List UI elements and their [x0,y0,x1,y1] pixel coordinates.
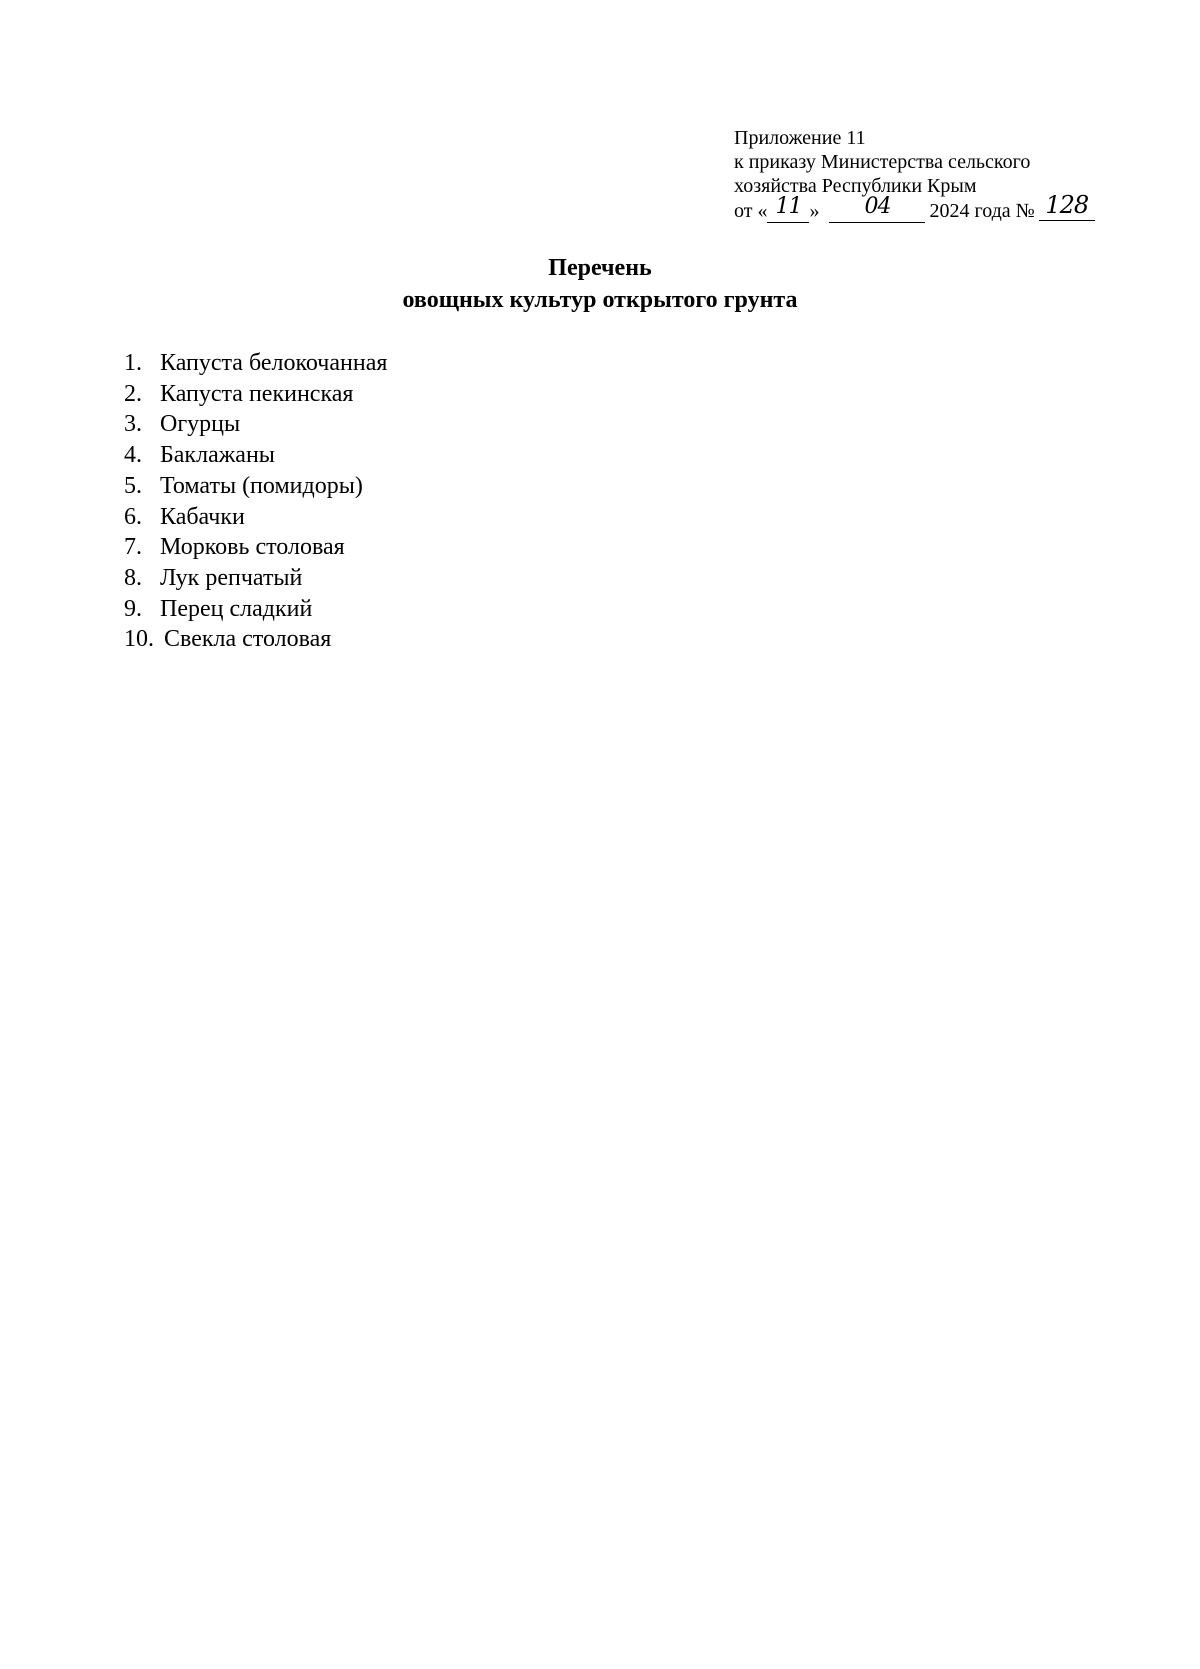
list-item [124,594,387,625]
list-item [124,563,387,594]
list-item [124,409,387,440]
list-item-name: Свекла столовая [164,626,332,653]
list-item-number: 2. [124,380,142,407]
list-item-number: 4. [124,442,142,469]
date-prefix: от « [734,200,768,222]
annex-order-ref: к приказу Министерства сельского [734,151,1031,173]
list-item [124,348,387,379]
list-item-number: 5. [124,472,142,499]
annex-date-line [734,191,1174,223]
title-line-2: овощных культур открытого грунта [402,287,798,313]
order-number-field [1039,191,1095,221]
list-item-name: Капуста белокочанная [160,350,388,376]
annex-title: Приложение 11 [734,127,866,149]
date-month-handwritten: 04 [864,194,891,219]
crop-list [124,348,387,655]
list-item-number: 7. [124,534,142,561]
document-title [0,252,1200,316]
list-item-name: Капуста пекинская [160,380,354,407]
date-day-close: » [809,200,820,222]
list-item-name: Огурцы [160,411,241,438]
list-item-number: 1. [124,350,142,376]
list-item [124,624,387,655]
list-item [124,532,387,563]
list-item-number: 6. [124,503,142,530]
list-item-name: Кабачки [160,503,245,530]
list-item-name: Баклажаны [160,442,275,469]
annex-reference [734,126,1174,223]
annex-ministry: хозяйства Республики Крым [734,175,977,197]
date-day-handwritten: 11 [775,194,802,219]
list-item [124,502,387,533]
list-item-number: 3. [124,411,142,438]
list-item [124,379,387,410]
list-item [124,440,387,471]
list-item-number: 9. [124,595,142,622]
list-item [124,471,387,502]
order-number-handwritten: 128 [1045,191,1089,219]
date-day-field [767,194,809,223]
date-year-text: 2024 года № [929,200,1035,222]
list-item-name: Перец сладкий [160,595,313,622]
list-item-number: 8. [124,564,142,591]
list-item-name: Морковь столовая [160,534,345,561]
list-item-number: 10. [124,626,154,653]
list-item-name: Томаты (помидоры) [160,472,363,499]
title-line-1: Перечень [548,255,652,281]
list-item-name: Лук репчатый [160,564,303,591]
date-month-field [829,194,925,223]
